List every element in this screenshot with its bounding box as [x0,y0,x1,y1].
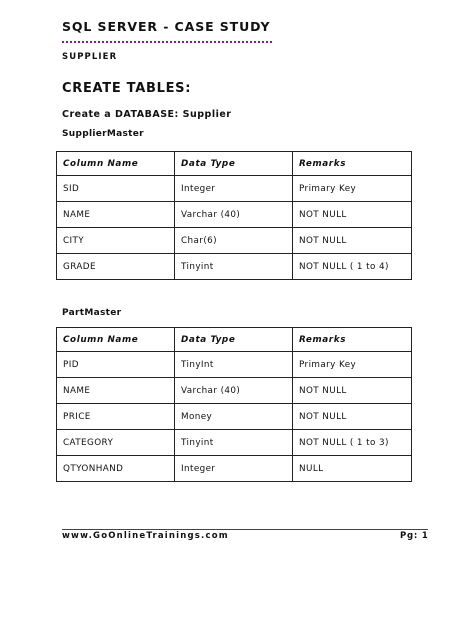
page-number: Pg: 1 [400,531,429,541]
footer-url: www.GoOnlineTrainings.com [62,531,229,541]
column-name-cell: PID [57,352,175,378]
remarks-cell: NULL [293,456,412,482]
document-title: SQL SERVER - CASE STUDY [62,19,271,34]
column-name-cell: CATEGORY [57,430,175,456]
create-database-line: Create a DATABASE: Supplier [62,109,232,120]
table-row [57,430,412,456]
remarks-cell: NOT NULL [293,404,412,430]
column-name-cell: QTYONHAND [57,456,175,482]
remarks-cell: NOT NULL [293,378,412,404]
data-type-cell: TinyInt [175,352,293,378]
column-header: Data Type [175,328,293,352]
data-type-cell: Integer [175,456,293,482]
column-header: Column Name [57,328,175,352]
column-name-cell: GRADE [57,254,175,280]
table-row [57,254,412,280]
table-row [57,404,412,430]
supplier-master-caption: SupplierMaster [62,129,144,139]
data-type-cell: Integer [175,176,293,202]
remarks-cell: NOT NULL [293,202,412,228]
table-row [57,202,412,228]
column-name-cell: NAME [57,378,175,404]
column-name-cell: CITY [57,228,175,254]
table-row [57,176,412,202]
section-label: SUPPLIER [62,52,118,62]
table-row [57,228,412,254]
column-header: Remarks [293,152,412,176]
data-type-cell: Tinyint [175,430,293,456]
footer-divider [62,529,428,530]
part-master-caption: PartMaster [62,308,122,318]
column-header: Column Name [57,152,175,176]
table-header-row [57,152,412,176]
column-header: Remarks [293,328,412,352]
remarks-cell: Primary Key [293,176,412,202]
column-name-cell: PRICE [57,404,175,430]
table-header-row [57,328,412,352]
table-row [57,456,412,482]
remarks-cell: NOT NULL ( 1 to 4) [293,254,412,280]
title-divider [62,41,272,43]
column-name-cell: SID [57,176,175,202]
supplier-master-table [56,151,412,280]
column-header: Data Type [175,152,293,176]
table-row [57,378,412,404]
data-type-cell: Varchar (40) [175,378,293,404]
data-type-cell: Money [175,404,293,430]
column-name-cell: NAME [57,202,175,228]
remarks-cell: NOT NULL [293,228,412,254]
remarks-cell: Primary Key [293,352,412,378]
data-type-cell: Varchar (40) [175,202,293,228]
data-type-cell: Tinyint [175,254,293,280]
table-row [57,352,412,378]
remarks-cell: NOT NULL ( 1 to 3) [293,430,412,456]
part-master-table [56,327,412,482]
create-tables-heading: CREATE TABLES: [62,81,192,96]
data-type-cell: Char(6) [175,228,293,254]
